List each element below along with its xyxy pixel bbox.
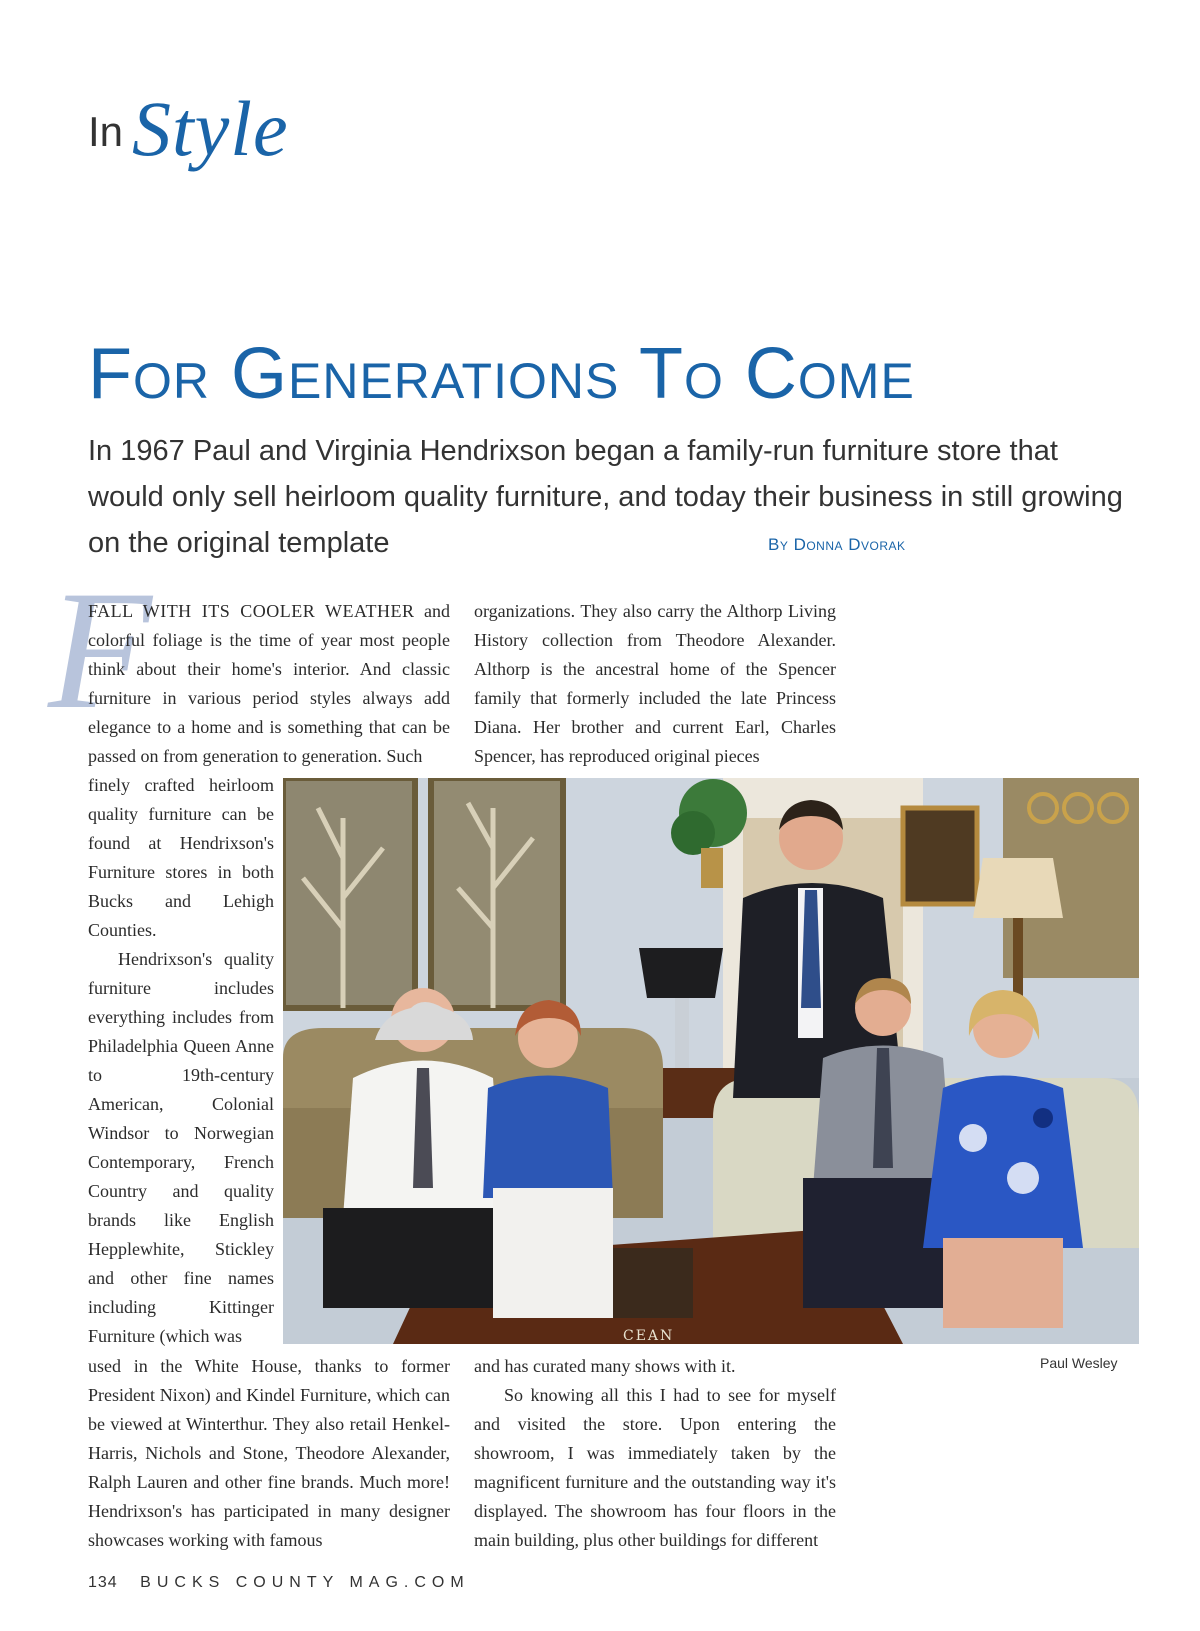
book-title-ocean: CEAN	[623, 1328, 675, 1344]
article-dek: In 1967 Paul and Virginia Hendrixson began a family-run furniture store that would only sell heirloom quality furniture, and today their business in still growing on the original template	[88, 435, 1123, 559]
column-1-bottom	[88, 1352, 450, 1555]
column-2-bottom-p2: So knowing all this I had to see for myself and visited the store. Upon entering the showroom, I was immediately taken by the magnificent furniture and the outstanding way it's displayed. The showroom has four floors in the main building, plus other buildings for different	[474, 1385, 836, 1550]
column-1-bottom-text: used in the White House, thanks to former President Nixon) and Kindel Furniture, which can be viewed at Winterthur. They also retail Henkel-Harris, Nichols and Stone, Theodore Alexander, Ralph Lauren and other fine brands. Much more! Hendrixson's has participated in many designer showcases working with famous	[88, 1356, 450, 1550]
lead-caps: FALL WITH ITS COOLER WEATHER	[88, 601, 415, 621]
article-headline: For Generations To Come	[88, 334, 915, 414]
family-photo-illustration	[283, 778, 1139, 1344]
wrap-paragraph-1: finely crafted heirloom quality furniture can be found at Hendrixson's Furniture stores in both Bucks and Lehigh Counties.	[88, 775, 274, 940]
page-number: 134	[88, 1574, 118, 1591]
wrap-paragraph-2: Hendrixson's quality furniture includes everything includes from Philadelphia Queen Anne to 19th-century American, Colonial Windsor to Norwegian Contemporary, French Country and quality brands like English Hepplewhite, Stickley and other fine names including Kittinger Furniture (which was	[88, 949, 274, 1346]
column-1-wrap	[88, 771, 274, 1351]
lead-text: and colorful foliage is the time of year most people think about their home's interior. And classic furniture in various period styles always add elegance to a home and is something that can be passed on from generation to generation. Such	[88, 601, 451, 766]
section-logo-style: Style	[132, 85, 289, 172]
section-logo-in: In	[88, 108, 124, 155]
column-2-bottom-p1: and has curated many shows with it.	[474, 1356, 736, 1376]
family-photo	[283, 778, 1139, 1344]
column-1-top	[88, 597, 450, 771]
section-logo	[88, 62, 348, 192]
column-2-top-text: organizations. They also carry the Althorp Living History collection from Theodore Alexander. Althorp is the ancestral home of the Spencer family that formerly included the late Princess Diana. Her brother and current Earl, Charles Spencer, has reproduced original pieces	[474, 601, 836, 766]
page-footer	[88, 1574, 470, 1592]
article-byline: By Donna Dvorak	[768, 535, 906, 554]
column-2-bottom	[474, 1352, 836, 1555]
drop-cap: F	[48, 556, 152, 744]
footer-site: BUCKS COUNTY MAG.COM	[140, 1574, 470, 1591]
column-2-top	[474, 597, 836, 771]
lead-paragraph	[88, 597, 450, 771]
photo-credit: Paul Wesley	[1040, 1355, 1118, 1371]
